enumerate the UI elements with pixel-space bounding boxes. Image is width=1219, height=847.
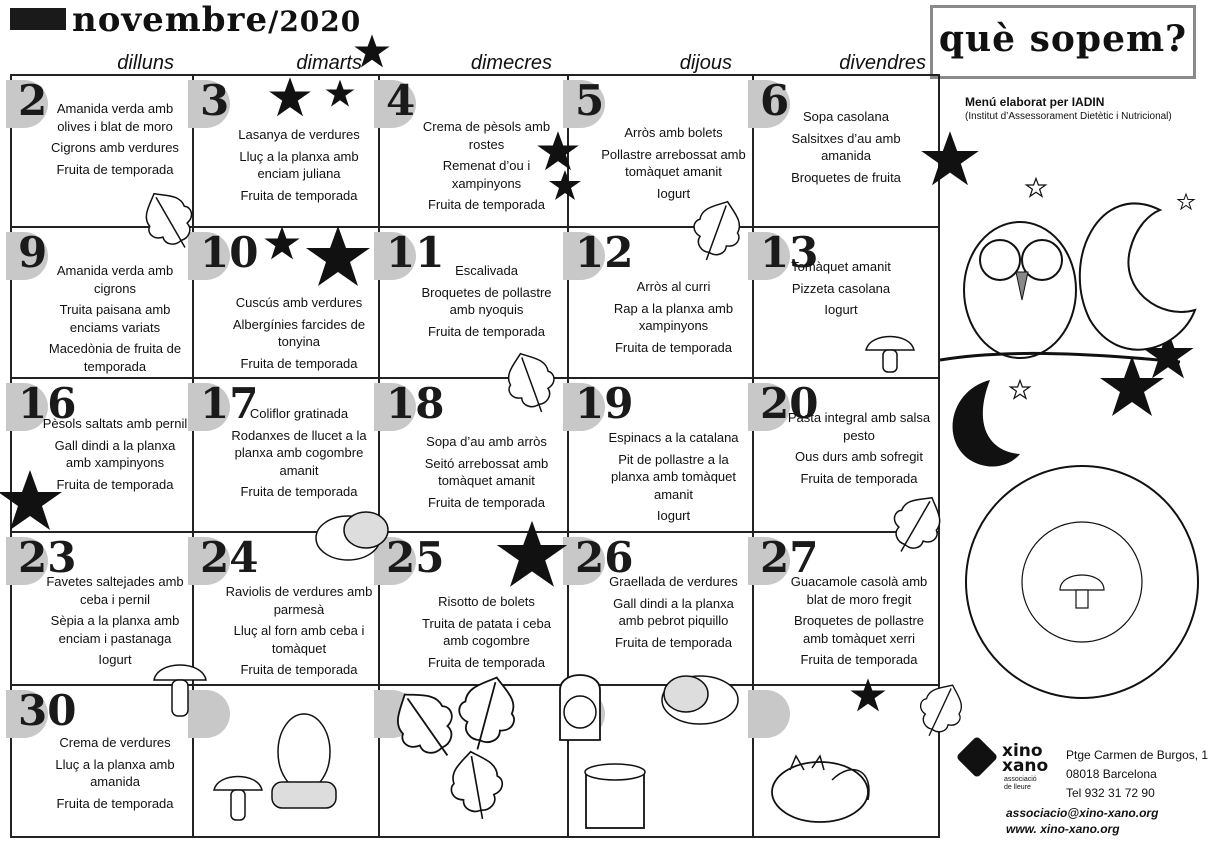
menu-item: Cigrons amb verdures xyxy=(51,140,179,155)
menu-item: Tomàquet amanit xyxy=(791,259,891,274)
acorn-icon xyxy=(272,714,336,808)
day-number: 13 xyxy=(760,228,819,277)
menu-item: Escalivada xyxy=(455,263,518,278)
menu-item: Risotto de bolets xyxy=(438,594,535,609)
day-number: 11 xyxy=(386,228,445,277)
menu-item: Macedònia de fruita de temporada xyxy=(48,341,182,374)
acorn-icon xyxy=(662,676,738,724)
menu-item: Iogurt xyxy=(656,185,691,201)
menu-item: Lluç al forn amb ceba i tomàquet xyxy=(233,623,365,656)
address-line: 08018 Barcelona xyxy=(1066,767,1157,781)
day-number: 16 xyxy=(18,379,77,428)
star-icon xyxy=(497,521,567,587)
menu-item: Broquetes de pollastre amb tomàquet xerri xyxy=(793,613,925,646)
menu-item: Sopa d’au amb arròs xyxy=(426,434,547,449)
iadin-subtitle: (Institut d’Assessorament Dietètic i Nutricional) xyxy=(965,111,1172,122)
menu-item: Graellada de verdures xyxy=(609,574,738,589)
day-number: 24 xyxy=(200,533,259,582)
menu-item: Albergínies farcides de tonyina xyxy=(232,316,366,349)
leaf-icon xyxy=(134,182,205,259)
menu-item: Ous durs amb sofregit xyxy=(795,449,923,464)
menu-item: Fruita de temporada xyxy=(427,197,546,212)
star-icon xyxy=(921,131,979,185)
leaf-icon xyxy=(445,747,507,823)
star-icon xyxy=(1178,194,1194,209)
menu-item: Iogurt xyxy=(824,302,858,317)
year-label: /2020 xyxy=(268,5,362,38)
menu-item: Fruita de temporada xyxy=(56,476,174,492)
leaf-icon xyxy=(881,486,952,563)
mushroom-icon xyxy=(866,337,914,373)
day-header-wednesday: dimecres xyxy=(470,52,552,74)
menu-item: Lluç a la planxa amb enciam juliana xyxy=(239,148,359,181)
day-number: 4 xyxy=(386,76,416,125)
star-icon xyxy=(1100,356,1164,416)
menu-item: Iogurt xyxy=(656,508,691,523)
logo-subtitle xyxy=(1004,776,1037,792)
menu-item: Seitó arrebossat amb tomàquet amanit xyxy=(424,455,549,488)
day-number: 9 xyxy=(18,228,48,277)
menu-item: Pasta integral amb salsa pesto xyxy=(787,410,931,443)
star-icon xyxy=(537,131,579,170)
leaf-icon xyxy=(684,194,749,268)
brand-title: què sopem? xyxy=(938,18,1188,60)
day-header-friday: divendres xyxy=(839,52,926,74)
day-number: 30 xyxy=(18,686,77,735)
star-icon xyxy=(306,226,370,286)
menu-item: Lluç a la planxa amb amanida xyxy=(55,756,175,789)
leaf-icon xyxy=(382,678,471,771)
logo-sub-line: associació xyxy=(1004,776,1037,783)
menu-item: Raviolis de verdures amb parmesà xyxy=(225,584,373,617)
leaf-icon xyxy=(910,676,972,744)
logo-line: xano xyxy=(1002,756,1049,776)
leaf-icon xyxy=(498,346,563,420)
day-number: 12 xyxy=(575,228,634,277)
mushroom-icon xyxy=(154,665,206,716)
mandala-illustration xyxy=(966,466,1198,698)
menu-item: Sopa casolana xyxy=(802,109,889,124)
day-header-thursday: dijous xyxy=(679,52,732,74)
menu-item: Rodanxes de llucet a la planxa amb cogombre amanit xyxy=(231,427,367,478)
star-icon xyxy=(264,226,299,259)
menu-item: Fruita de temporada xyxy=(427,654,546,670)
address-block xyxy=(1066,746,1208,803)
menu-item: Gall dindi a la planxa amb pebrot piquillo xyxy=(613,595,734,628)
star-icon xyxy=(850,678,885,711)
day-number: 3 xyxy=(200,76,230,125)
day-number: 23 xyxy=(18,533,77,582)
day-number: 6 xyxy=(760,76,790,125)
menu-item: Sèpia a la planxa amb enciam i pastanaga xyxy=(50,613,180,646)
iadin-title: Menú elaborat per IADIN xyxy=(965,95,1105,109)
menu-item: Espinacs a la catalana xyxy=(608,430,739,445)
day-number: 26 xyxy=(575,533,634,582)
web-link[interactable]: www. xino-xano.org xyxy=(1006,822,1120,836)
day-number: 19 xyxy=(575,379,634,428)
menu-item: Pèsols saltats amb pernil xyxy=(42,416,188,431)
menu-item: Guacamole casolà amb blat de moro fregit xyxy=(790,574,928,607)
contact-block xyxy=(1006,805,1158,837)
menu-item: Favetes saltejades amb ceba i pernil xyxy=(46,574,184,607)
email-link[interactable]: associacio@xino-xano.org xyxy=(1006,806,1159,820)
menu-item: Crema de verdures xyxy=(59,735,171,750)
day-number: 17 xyxy=(200,379,259,428)
menu-item: Fruita de temporada xyxy=(240,484,358,499)
moon-illustration xyxy=(1080,203,1195,349)
menu-item: Pit de pollastre a la planxa amb tomàquet amanit xyxy=(610,451,737,502)
day-header-tuesday: dimarts xyxy=(296,52,362,74)
menu-item: Amanida verda amb olives i blat de moro xyxy=(56,101,174,134)
witch-illustration xyxy=(560,675,645,828)
menu-item: Fruita de temporada xyxy=(614,634,733,650)
menu-item: Fruita de temporada xyxy=(427,323,546,339)
menu-item: Pollastre arrebossat amb tomàquet amanit xyxy=(601,146,746,179)
menu-item: Fruita de temporada xyxy=(427,494,546,510)
menu-item: Fruita de temporada xyxy=(240,187,358,203)
star-icon xyxy=(1010,380,1029,398)
menu-item: Truita de patata i ceba amb cogombre xyxy=(422,615,551,648)
menu-item: Crema de pèsols amb rostes xyxy=(422,119,551,152)
menu-item: Broquetes de pollastre amb nyoquis xyxy=(421,284,552,317)
star-icon xyxy=(326,80,355,107)
menu-item: Cuscús amb verdures xyxy=(235,295,363,310)
leaf-icon xyxy=(450,670,523,756)
menu-item: Fruita de temporada xyxy=(240,355,358,371)
day-number: 25 xyxy=(386,533,445,582)
menu-item: Fruita de temporada xyxy=(800,470,918,486)
menu-item: Broquetes de fruita xyxy=(791,169,901,185)
menu-item: Remenat d’ou i xampinyons xyxy=(442,158,531,191)
day-number: 27 xyxy=(760,533,819,582)
menu-item: Fruita de temporada xyxy=(56,161,174,177)
menu-item: Truita paisana amb enciams variats xyxy=(59,302,171,335)
cat-illustration xyxy=(772,756,869,822)
mushroom-icon xyxy=(214,777,262,821)
menu-item: Salsitxes d’au amb amanida xyxy=(791,130,901,163)
logo-sub-line: de lleure xyxy=(1004,784,1031,791)
menu-item: Gall dindi a la planxa amb xampinyons xyxy=(54,437,176,470)
moon-illustration xyxy=(953,380,1020,467)
month-label: novembre xyxy=(72,0,269,40)
logo-line: xino xyxy=(1002,741,1043,761)
menu-item: Coliflor gratinada xyxy=(249,406,349,421)
menu-item: Fruita de temporada xyxy=(614,339,733,355)
menu-item: Fruita de temporada xyxy=(800,652,918,667)
star-icon xyxy=(1026,178,1045,196)
menu-item: Fruita de temporada xyxy=(56,795,174,811)
day-number: 5 xyxy=(575,76,605,125)
star-icon xyxy=(269,77,311,116)
menu-item: Iogurt xyxy=(98,652,132,667)
day-header-monday: dilluns xyxy=(117,52,174,74)
logo-text xyxy=(1002,741,1049,776)
day-number: 18 xyxy=(386,379,445,428)
day-number: 10 xyxy=(200,228,259,277)
menu-item: Arròs amb bolets xyxy=(624,125,723,140)
menu-item: Pizzeta casolana xyxy=(791,280,891,296)
address-line: Ptge Carmen de Burgos, 1 xyxy=(1066,748,1209,762)
star-icon xyxy=(354,34,389,67)
star-icon xyxy=(549,170,581,200)
day-number: 2 xyxy=(18,76,48,125)
acorn-icon xyxy=(316,512,388,560)
menu-item: Lasanya de verdures xyxy=(238,127,360,142)
menu-item: Amanida verda amb cigrons xyxy=(56,263,174,296)
menu-item: Fruita de temporada xyxy=(240,662,358,677)
menu-item: Rap a la planxa amb xampinyons xyxy=(613,300,734,333)
phone: Tel 932 31 72 90 xyxy=(1066,786,1155,800)
day-number: 20 xyxy=(760,379,819,428)
star-icon xyxy=(0,470,62,530)
menu-item: Arròs al curri xyxy=(636,279,711,294)
